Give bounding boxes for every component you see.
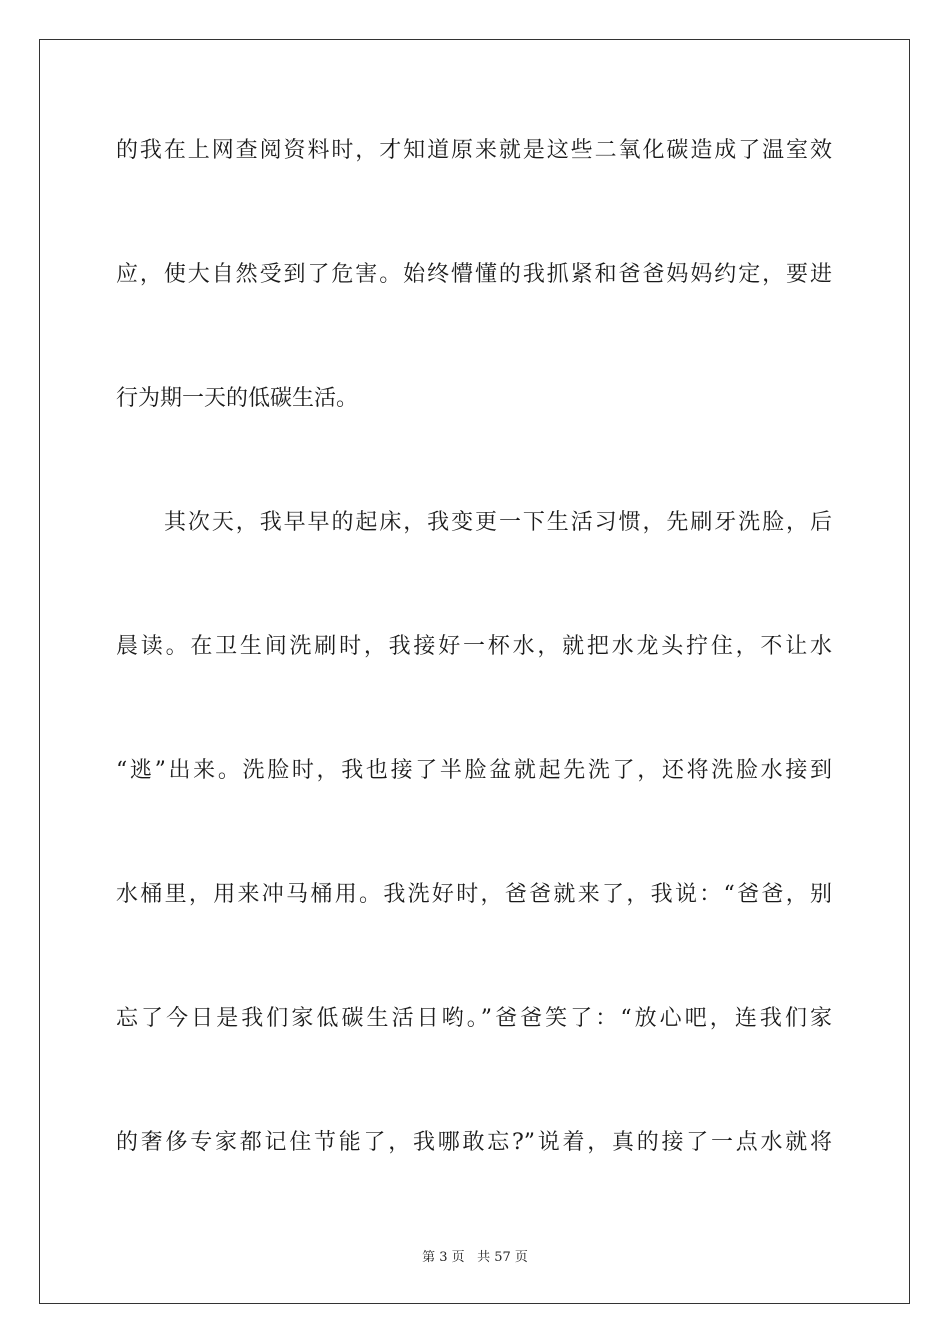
page-border: [39, 39, 910, 1304]
page-total: 共 57 页: [477, 1250, 528, 1265]
body-text-line: 应，使大自然受到了危害。始终懵懂的我抓紧和爸爸妈妈约定，要进: [116, 262, 832, 287]
body-text-line: 的我在上网查阅资料时，才知道原来就是这些二氧化碳造成了温室效: [116, 138, 832, 163]
body-text-line: 忘了今日是我们家低碳生活日哟。”爸爸笑了：“放心吧，连我们家: [116, 1006, 832, 1031]
page-number: 第 3 页: [422, 1250, 465, 1265]
paragraph-first-line: 其次天，我早早的起床，我变更一下生活习惯，先刷牙洗脸，后: [164, 510, 832, 535]
body-text-line: 行为期一天的低碳生活。: [116, 386, 359, 411]
body-text-line: “逃”出来。洗脸时，我也接了半脸盆就起先洗了，还将洗脸水接到: [116, 758, 832, 783]
page-footer: [0, 1249, 950, 1267]
body-text-line: 水桶里，用来冲马桶用。我洗好时，爸爸就来了，我说：“爸爸，别: [116, 882, 832, 907]
body-text-line: 的奢侈专家都记住节能了，我哪敢忘?”说着，真的接了一点水就将: [116, 1130, 832, 1155]
body-text-line: 晨读。在卫生间洗刷时，我接好一杯水，就把水龙头拧住，不让水: [116, 634, 832, 659]
